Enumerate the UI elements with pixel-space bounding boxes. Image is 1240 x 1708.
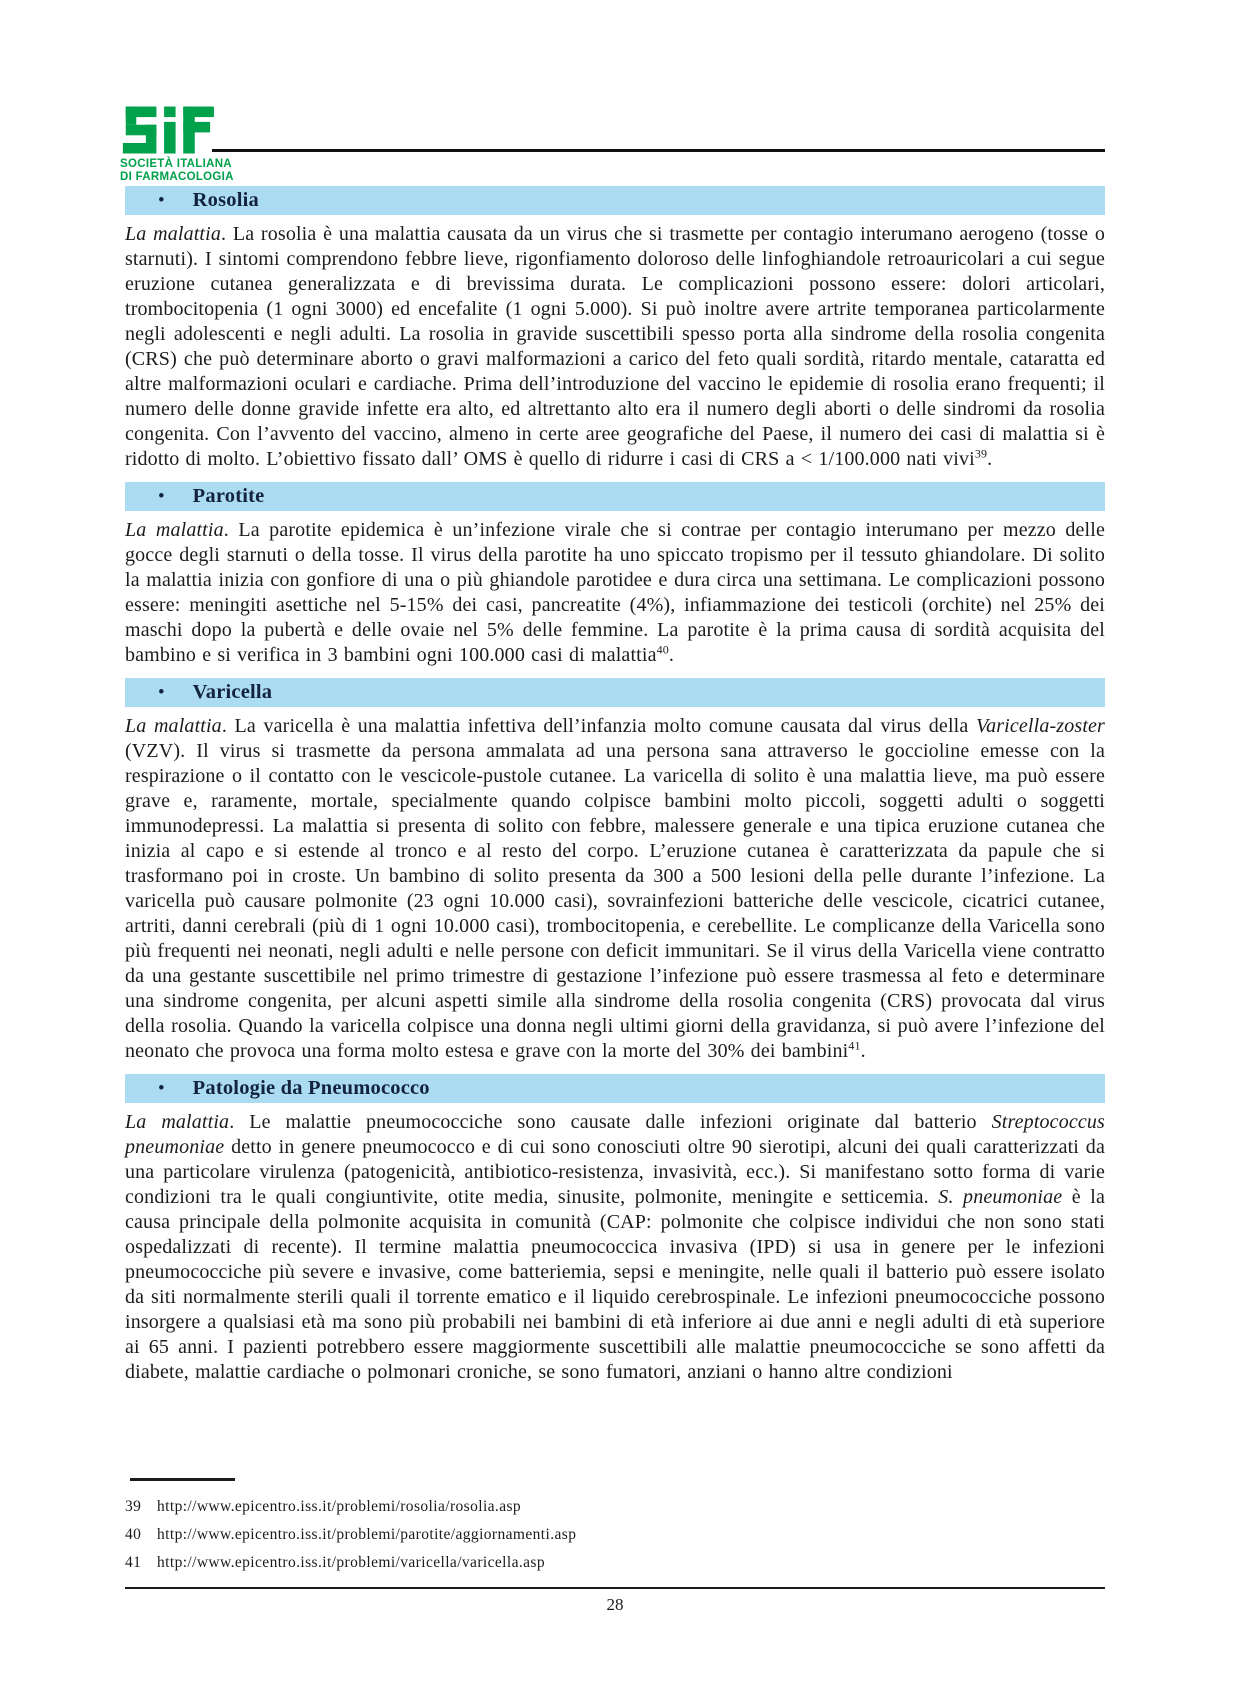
footnote-url: http://www.epicentro.iss.it/problemi/rosolia/rosolia.asp (157, 1497, 522, 1515)
footnote-number: 41 (125, 1553, 142, 1571)
section-title-varicella: Varicella (192, 681, 273, 703)
section-varicella (125, 678, 1105, 1064)
footnote-41 (125, 1549, 1105, 1577)
section-header-pneumococco (125, 1074, 1105, 1103)
section-header-parotite (125, 482, 1105, 511)
footnote-number: 39 (125, 1497, 142, 1515)
bullet-icon: • (158, 190, 165, 211)
section-title-rosolia: Rosolia (192, 189, 259, 211)
section-title-pneumococco: Patologie da Pneumococco (192, 1077, 430, 1099)
footnote-url: http://www.epicentro.iss.it/problemi/varicella/varicella.asp (157, 1553, 545, 1571)
bullet-icon: • (158, 486, 165, 507)
sif-logo (120, 106, 300, 183)
masthead (0, 0, 1240, 186)
document-body (125, 186, 1105, 1395)
section-paragraph-pneumococco: La malattia. Le malattie pneumococciche sono causate dalle infezioni originate dal batterio Streptococcus pneumoniae detto in genere pneumococco e di cui sono conosciuti oltre 90 sierotipi, alcuni dei quali caratterizzati da una particolare virulenza (patogenicità, antibiotico-resistenza, invasività, ecc.). Si manifestano sotto forma di varie condizioni tra le quali congiuntivite, otite media, sinusite, polmonite, meningite e setticemia. S. pneumoniae è la causa principale della polmonite acquisita in comunità (CAP: polmonite che colpisce individui che non sono stati ospedalizzati di recente). Il termine malattia pneumococcica invasiva (IPD) si usa in genere per le infezioni pneumococciche più severe e invasive, come batteriemia, sepsi e meningite, nelle quali il batterio può essere isolato da siti normalmente sterili quali il torrente ematico e il liquido cerebrospinale. Le infezioni pneumococciche possono insorgere a qualsiasi età ma sono più probabili nei bambini di età inferiore ai due anni e negli adulti di età superiore ai 65 anni. I pazienti potrebbero essere maggiormente suscettibili alle malattie pneumococciche se sono affetti da diabete, malattie cardiache o polmonari croniche, se sono fumatori, anziani o hanno altre condizioni (125, 1111, 1105, 1383)
footnote-url: http://www.epicentro.iss.it/problemi/parotite/aggiornamenti.asp (157, 1525, 577, 1543)
logo-org-line2: DI FARMACOLOGIA (120, 170, 234, 183)
logo-org-line1: SOCIETÀ ITALIANA (120, 158, 232, 170)
section-paragraph-varicella: La malattia. La varicella è una malattia infettiva dell’infanzia molto comune causata dal virus della Varicella-zoster (VZV). Il virus si trasmette da persona ammalata ad una persona sana attraverso le goccioline emesse con la respirazione o il contatto con le vescicole-pustole cutanee. La varicella di solito è una malattia lieve, ma può essere grave e, raramente, mortale, specialmente quando colpisce bambini molto piccoli, soggetti adulti o soggetti immunodepressi. La malattia si presenta di solito con febbre, malessere generale e una tipica eruzione cutanea che inizia al capo e si estende al tronco e al resto del corpo. L’eruzione cutanea è caratterizzata da papule che si trasformano poi in croste. Un bambino di solito presenta da 300 a 500 lesioni della pelle durante l’infezione. La varicella può causare polmonite (23 ogni 10.000 casi), sovrainfezioni batteriche delle vescicole, cicatrici cutanee, artriti, danni cerebrali (più di 1 ogni 10.000 casi), trombocitopenia, e cerebellite. Le complicanze della Varicella sono più frequenti nei neonati, negli adulti e nelle persone con deficit immunitari. Se il virus della Varicella viene contratto da una gestante suscettibile nel primo trimestre di gestazione l’infezione può essere trasmessa al feto e determinare una sindrome congenita, per alcuni aspetti simile alla sindrome della rosolia congenita (CRS) provocata dal virus della rosolia. Quando la varicella colpisce una donna negli ultimi giorni della gravidanza, si può avere l’infezione del neonato che provoca una forma molto estesa e grave con la morte del 30% dei bambini$^{41}$. (125, 715, 1105, 1062)
footnote-number: 40 (125, 1525, 142, 1543)
header-rule (212, 149, 1105, 152)
page-number: 28 (606, 1595, 624, 1614)
section-rosolia (125, 186, 1105, 472)
section-paragraph-rosolia: La malattia. La rosolia è una malattia causata da un virus che si trasmette per contagio interumano aerogeno (tosse o starnuti). I sintomi comprendono febbre lieve, rigonfiamento doloroso delle linfoghiandole retroauricolari a cui segue eruzione cutanea generalizzata e di brevissima durata. Le complicazioni possono essere: dolori articolari, trombocitopenia (1 ogni 3000) ed encefalite (1 ogni 5.000). Si può inoltre avere artrite temporanea particolarmente negli adolescenti e negli adulti. La rosolia in gravide suscettibili spesso porta alla sindrome della rosolia congenita (CRS) che può determinare aborto o gravi malformazioni a carico del feto quali sordità, ritardo mentale, cataratta ed altre malformazioni oculari e cardiache. Prima dell’introduzione del vaccino le epidemie di rosolia erano frequenti; il numero delle donne gravide infette era alto, ed altrettanto alto era il numero degli aborti o delle sindromi da rosolia congenita. Con l’avvento del vaccino, almeno in certe aree geografiche del Paese, il numero dei casi di malattia si è ridotto di molto. L’obiettivo fissato dall’ OMS è quello di ridurre i casi di CRS a < 1/100.000 nati vivi$^{39}$. (125, 223, 1105, 470)
page-footer (125, 1478, 1105, 1615)
section-header-varicella (125, 678, 1105, 707)
section-paragraph-parotite: La malattia. La parotite epidemica è un’infezione virale che si contrae per contagio interumano per mezzo delle gocce degli starnuti o della tosse. Il virus della parotite ha uno spiccato tropismo per il tessuto ghiandolare. Di solito la malattia inizia con gonfiore di una o più ghiandole parotidee e dura circa una settimana. Le complicazioni possono essere: meningiti asettiche nel 5-15% dei casi, pancreatite (4%), infiammazione dei testicoli (orchite) nel 25% dei maschi dopo la pubertà e delle ovaie nel 5% delle femmine. La parotite è la prima causa di sordità acquisita del bambino e si verifica in 3 bambini ogni 100.000 casi di malattia$^{40}$. (125, 519, 1105, 666)
bottom-rule (125, 1587, 1105, 1590)
footnote-39 (125, 1493, 1105, 1521)
section-parotite (125, 482, 1105, 668)
bullet-icon: • (158, 682, 165, 703)
footnote-separator (130, 1478, 235, 1481)
footnote-40 (125, 1521, 1105, 1549)
section-header-rosolia (125, 186, 1105, 215)
section-pneumococco (125, 1074, 1105, 1385)
logo-org-name (120, 158, 300, 183)
bullet-icon: • (158, 1078, 165, 1099)
section-title-parotite: Parotite (192, 485, 265, 507)
sif-logo-icon (120, 106, 235, 155)
